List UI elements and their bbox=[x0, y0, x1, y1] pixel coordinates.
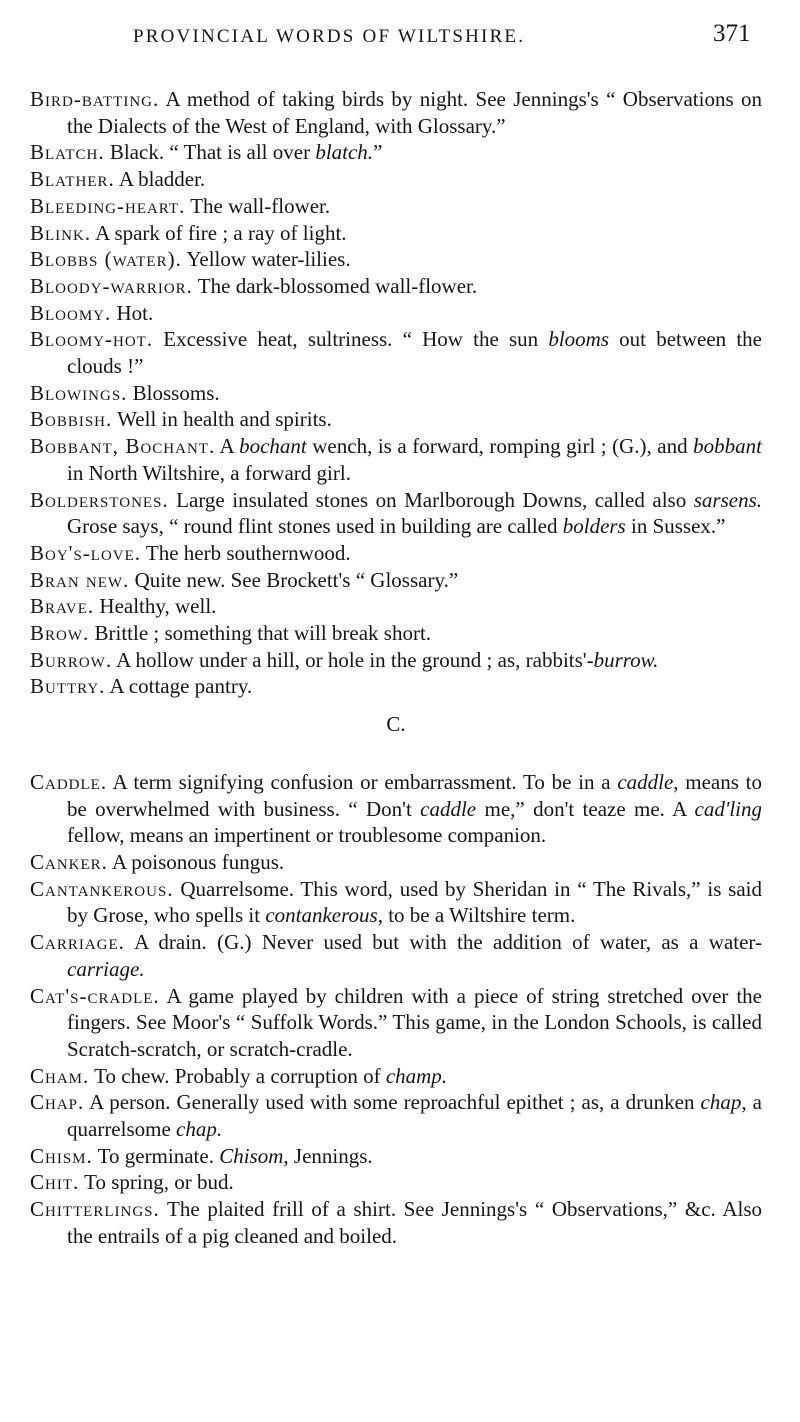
italic-term: carriage. bbox=[67, 956, 145, 981]
definition-text: Quite new. See Brockett's “ Glossary.” bbox=[129, 567, 459, 592]
headword: Cantankerous. bbox=[30, 876, 174, 901]
headword: Bleeding-heart. bbox=[30, 193, 186, 218]
italic-term: champ. bbox=[385, 1063, 448, 1088]
definition-text: The dark-blossomed wall-flower. bbox=[192, 273, 478, 298]
headword: Chism. bbox=[30, 1143, 93, 1168]
glossary-entry bbox=[30, 246, 762, 273]
headword: Blather. bbox=[30, 167, 115, 192]
definition-text: in North Wiltshire, a forward girl. bbox=[67, 460, 351, 485]
headword: Bran new. bbox=[30, 567, 130, 592]
definition-text: Healthy, well. bbox=[94, 594, 217, 619]
glossary-entry bbox=[30, 929, 762, 982]
glossary-entry bbox=[30, 647, 762, 674]
definition-text: wench, is a forward, romping girl ; (G.), and bbox=[306, 434, 694, 459]
definition-text: fellow, means an impertinent or troublesome companion. bbox=[67, 823, 547, 848]
glossary-entry bbox=[30, 540, 762, 567]
italic-term: chap bbox=[700, 1090, 742, 1115]
definition-text: A spark of fire ; a ray of light. bbox=[91, 220, 347, 245]
definition-text: Well in health and spirits. bbox=[112, 407, 332, 432]
definition-text: Brittle ; something that will break short. bbox=[89, 621, 432, 646]
glossary-entry bbox=[30, 326, 762, 379]
italic-term: bochant bbox=[239, 434, 307, 459]
definition-text: , to be a Wiltshire term. bbox=[377, 903, 576, 928]
italic-term: bolders bbox=[562, 514, 626, 539]
glossary-entry bbox=[30, 593, 762, 620]
definition-text: Large insulated stones on Marlborough Downs, called also bbox=[168, 487, 694, 512]
headword: Blobbs (water). bbox=[30, 247, 182, 272]
glossary-entry bbox=[30, 567, 762, 594]
glossary-entry bbox=[30, 876, 762, 929]
headword: Bloomy. bbox=[30, 300, 112, 325]
section-heading-c: C. bbox=[386, 712, 406, 737]
glossary-entry bbox=[30, 220, 762, 247]
glossary-entry bbox=[30, 380, 762, 407]
headword: Buttry. bbox=[30, 674, 106, 699]
italic-term: caddle bbox=[420, 796, 477, 821]
glossary-entry bbox=[30, 849, 762, 876]
headword: Blink. bbox=[30, 220, 92, 245]
headword: Brow. bbox=[30, 621, 90, 646]
page-header bbox=[0, 20, 800, 54]
definition-text: in Sussex.” bbox=[625, 514, 726, 539]
definition-text: To spring, or bud. bbox=[79, 1170, 234, 1195]
definition-text: , Jennings. bbox=[283, 1143, 373, 1168]
headword: Caddle. bbox=[30, 769, 108, 794]
headword: Blowings. bbox=[30, 380, 128, 405]
definition-text: The herb southernwood. bbox=[141, 540, 351, 565]
definition-text: The plaited frill of a shirt. See Jennings's “ Observations,” &c. Also the entrails of a pig cleaned and boiled. bbox=[67, 1197, 762, 1248]
headword: Chitterlings. bbox=[30, 1197, 160, 1222]
glossary-entry bbox=[30, 983, 762, 1063]
definition-text: A hollow under a hill, or hole in the ground ; as, rabbits'- bbox=[112, 647, 594, 672]
definition-text: Blossoms. bbox=[127, 380, 220, 405]
glossary-entry bbox=[30, 487, 762, 540]
glossary-entry bbox=[30, 166, 762, 193]
headword: Chit. bbox=[30, 1170, 80, 1195]
headword: Bobbant, Bochant. bbox=[30, 434, 216, 459]
glossary-entry bbox=[30, 673, 762, 700]
glossary-entry bbox=[30, 273, 762, 300]
definition-text: A drain. (G.) Never used but with the addition of water, as a water- bbox=[124, 930, 762, 955]
italic-term: caddle bbox=[617, 769, 674, 794]
definition-text: out between the clouds !” bbox=[67, 327, 763, 379]
glossary-entry bbox=[30, 1089, 762, 1142]
glossary-entry bbox=[30, 406, 762, 433]
glossary-entry bbox=[30, 1169, 762, 1196]
headword: Bird-batting. bbox=[30, 87, 160, 111]
headword: Carriage. bbox=[30, 930, 125, 955]
definition-text: A person. Generally used with some reproachful epithet ; as, a drunken bbox=[84, 1090, 701, 1115]
definition-text: Excessive heat, sultriness. “ How the sun bbox=[153, 327, 549, 352]
glossary-entry bbox=[30, 300, 762, 327]
italic-term: Chisom bbox=[219, 1143, 284, 1168]
italic-term: sarsens. bbox=[693, 487, 762, 512]
definition-text: Hot. bbox=[111, 300, 154, 325]
headword: Canker. bbox=[30, 849, 108, 874]
headword: Brave. bbox=[30, 594, 95, 619]
definition-text: Black. “ That is all over bbox=[104, 140, 316, 165]
italic-term: blatch. bbox=[315, 140, 374, 165]
headword: Bobbish. bbox=[30, 407, 113, 432]
headword: Cat's-cradle. bbox=[30, 983, 160, 1008]
headword: Bolderstones. bbox=[30, 487, 169, 512]
italic-term: chap. bbox=[176, 1117, 223, 1142]
definition-text: The wall-flower. bbox=[185, 193, 331, 218]
definition-text: A cottage pantry. bbox=[105, 674, 253, 699]
definition-text: A term signifying confusion or embarrassment. To be in a bbox=[107, 769, 618, 794]
definition-text: A bladder. bbox=[114, 167, 206, 192]
glossary-entry bbox=[30, 769, 762, 849]
italic-term: burrow. bbox=[593, 647, 659, 672]
italic-term: cad'ling bbox=[694, 796, 762, 821]
section-b-entries bbox=[30, 86, 762, 700]
glossary-entry bbox=[30, 193, 762, 220]
headword: Bloody-warrior. bbox=[30, 273, 193, 298]
page-number: 371 bbox=[713, 20, 751, 47]
glossary-entry bbox=[30, 1196, 762, 1249]
glossary-entry bbox=[30, 433, 762, 486]
definition-text: A bbox=[215, 434, 240, 459]
glossary-body bbox=[30, 86, 762, 1250]
definition-text: Quarrelsome. This word, used by Sheridan in “ The Rivals,” is said by Grose, who spells it bbox=[67, 876, 762, 928]
section-c-entries bbox=[30, 769, 762, 1250]
definition-text: , a quarrelsome bbox=[67, 1090, 762, 1142]
definition-text: , means to be overwhelmed with business. “ Don't bbox=[67, 769, 762, 821]
definition-text: me,” don't teaze me. A bbox=[476, 796, 695, 821]
glossary-entry bbox=[30, 620, 762, 647]
glossary-entry bbox=[30, 86, 762, 139]
definition-text: A poisonous fungus. bbox=[107, 849, 285, 874]
definition-text: Grose says, “ round flint stones used in building are called bbox=[67, 514, 563, 539]
definition-text: A game played by children with a piece of string stretched over the fingers. See Moor's “ Suffolk Words.” This game, in the London Schools, is called Scratch-scratch, or scratch-cradle. bbox=[67, 983, 762, 1061]
definition-text: A method of taking birds by night. See Jennings's “ Observations on the Dialects of the West of England, with Glossary.” bbox=[67, 87, 762, 138]
glossary-entry bbox=[30, 1143, 762, 1170]
italic-term: contankerous bbox=[265, 903, 378, 928]
italic-term: blooms bbox=[548, 327, 609, 352]
headword: Blatch. bbox=[30, 140, 105, 165]
headword: Boy's-love. bbox=[30, 540, 142, 565]
definition-text: ” bbox=[373, 140, 383, 165]
running-title: PROVINCIAL WORDS OF WILTSHIRE. bbox=[133, 26, 526, 47]
italic-term: bobbant bbox=[693, 434, 762, 459]
glossary-entry bbox=[30, 1063, 762, 1090]
glossary-entry bbox=[30, 139, 762, 166]
definition-text: To germinate. bbox=[92, 1143, 220, 1168]
headword: Chap. bbox=[30, 1090, 85, 1115]
definition-text: To chew. Probably a corruption of bbox=[89, 1063, 386, 1088]
headword: Burrow. bbox=[30, 647, 113, 672]
headword: Cham. bbox=[30, 1063, 90, 1088]
definition-text: Yellow water-lilies. bbox=[181, 247, 351, 272]
headword: Bloomy-hot. bbox=[30, 327, 154, 352]
